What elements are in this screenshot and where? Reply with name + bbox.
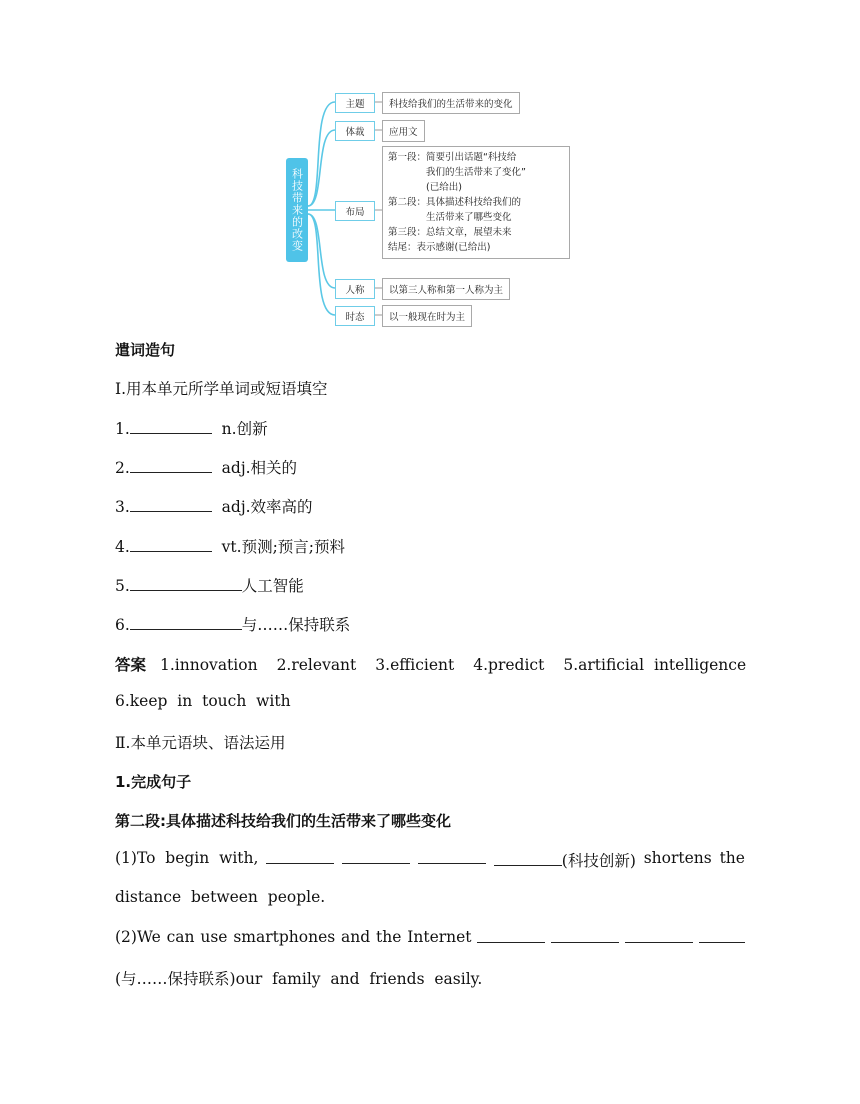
part1-title: Ⅰ.用本单元所学单词或短语填空 [115, 380, 328, 398]
answer-blank[interactable] [494, 851, 562, 866]
layout-line: 我们的生活带来了变化” [426, 167, 526, 178]
vocab-item [115, 417, 268, 439]
answer-blank[interactable] [551, 928, 619, 943]
sentence-2-word: Internet [407, 928, 472, 946]
mind-map-root: 科技带来的改变 [286, 158, 308, 262]
sentence-2-hint: (与……保持联系) [115, 970, 236, 988]
sentence-1-word: the [719, 849, 745, 867]
sentence-1-word: shortens [643, 849, 712, 867]
mind-map [280, 88, 580, 328]
answer-blank[interactable] [342, 849, 410, 864]
item-hint: adj.效率高的 [221, 498, 313, 516]
tense-label: 时态 [335, 306, 375, 326]
item-hint: vt.预测;预言;预料 [221, 538, 346, 556]
genre-value: 应用文 [382, 120, 425, 142]
layout-line: 第二段：具体描述科技给我们的 [388, 197, 522, 208]
item-hint: n.创新 [221, 420, 268, 438]
section-title: 遣词造句 [115, 341, 176, 359]
answer-blank[interactable] [477, 928, 545, 943]
answer-item: 4.predict [473, 656, 545, 674]
vocab-item [115, 535, 345, 557]
vocab-item [115, 495, 313, 517]
item-number: 4. [115, 538, 130, 556]
item-hint: 人工智能 [241, 577, 304, 595]
vocab-item [115, 613, 350, 635]
answer-blank[interactable] [130, 615, 242, 630]
theme-label: 主题 [335, 93, 375, 113]
answer-blank[interactable] [418, 849, 486, 864]
theme-value: 科技给我们的生活带来的变化 [382, 92, 520, 114]
layout-line: 第一段：简要引出话题“科技给 [388, 152, 517, 163]
sentence-2-word: (2)We [115, 928, 161, 946]
sentence-1-start: (1)To begin with, [115, 849, 259, 867]
sentence-2-line-2 [115, 967, 482, 989]
answer-blank[interactable] [625, 928, 693, 943]
item-number: 5. [115, 577, 130, 595]
person-value: 以第三人称和第一人称为主 [382, 278, 510, 300]
answer-item: 5.artificial intelligence [563, 656, 747, 674]
layout-line: 结尾：表示感谢(已给出) [388, 242, 491, 253]
sub1-title: 1.完成句子 [115, 773, 192, 791]
answer-item: 2.relevant [276, 656, 357, 674]
item-hint: 与……保持联系 [241, 616, 351, 634]
part2-title: Ⅱ.本单元语块、语法运用 [115, 734, 286, 752]
sentence-2-word: use [200, 928, 228, 946]
answer-line [115, 653, 746, 675]
sentence-1 [115, 849, 745, 871]
sentence-2-word: the [376, 928, 402, 946]
layout-line: 生活带来了哪些变化 [426, 212, 512, 223]
sentence-1-hint: (科技创新) [561, 852, 636, 870]
answer-blank[interactable] [130, 419, 212, 434]
item-number: 1. [115, 420, 130, 438]
sentence-2-word: and [341, 928, 371, 946]
layout-box [382, 146, 570, 259]
item-number: 6. [115, 616, 130, 634]
answer-blank[interactable] [130, 458, 212, 473]
genre-label: 体裁 [335, 121, 375, 141]
item-hint: adj.相关的 [221, 459, 298, 477]
sentence-2-word: smartphones [233, 928, 336, 946]
item-number: 2. [115, 459, 130, 477]
sentence-2 [115, 928, 745, 946]
answer-item: 3.efficient [375, 656, 455, 674]
answer-blank[interactable] [130, 537, 212, 552]
layout-label: 布局 [335, 201, 375, 221]
answer-blank[interactable] [130, 576, 242, 591]
para2-title: 第二段:具体描述科技给我们的生活带来了哪些变化 [115, 812, 452, 830]
layout-line: (已给出) [426, 182, 462, 193]
sentence-2-word: can [166, 928, 195, 946]
layout-line: 第三段：总结文章，展望未来 [388, 227, 512, 238]
vocab-item [115, 574, 304, 596]
tense-value: 以一般现在时为主 [382, 305, 472, 327]
answer-line-2: 6.keep in touch with [115, 692, 291, 710]
answer-blank[interactable] [266, 849, 334, 864]
answer-blank[interactable] [130, 497, 212, 512]
sentence-2-rest: our family and friends easily. [235, 970, 483, 988]
answer-blank[interactable] [699, 928, 745, 943]
answer-item: 1.innovation [160, 656, 258, 674]
sentence-1-line-2: distance between people. [115, 888, 326, 906]
vocab-item [115, 456, 297, 478]
item-number: 3. [115, 498, 130, 516]
person-label: 人称 [335, 279, 375, 299]
answer-label: 答案 [115, 656, 147, 674]
